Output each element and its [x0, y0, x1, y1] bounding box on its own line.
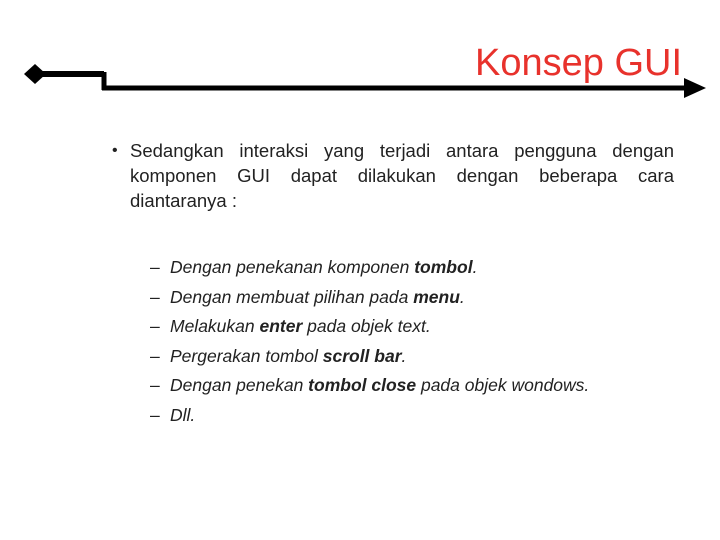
list-item [150, 283, 670, 313]
list-item [150, 253, 670, 283]
dash-icon: – [150, 316, 160, 336]
dash-icon: – [150, 375, 160, 395]
main-content [112, 138, 674, 213]
item-bold: enter [259, 316, 303, 336]
dash-icon: – [150, 286, 160, 307]
dash-icon: – [150, 404, 160, 425]
slide-title: Konsep GUI [475, 42, 682, 84]
dash-icon: – [150, 257, 160, 277]
item-text-end: pada objek wondows. [416, 375, 590, 395]
item-text: Dengan membuat pilihan pada [170, 286, 414, 307]
rule-arrow-icon [684, 78, 706, 98]
item-text-end: . [459, 286, 465, 307]
interaction-list [150, 253, 670, 430]
item-text-end: . [472, 257, 478, 277]
item-bold: tombol close [308, 375, 417, 395]
item-bold: tombol [414, 257, 473, 277]
intro-text: Sedangkan interaksi yang terjadi antara pengguna dengan komponen GUI dapat dilakukan dengan beberapa cara diantaranya : [130, 140, 674, 211]
list-item [150, 342, 670, 372]
dash-icon: – [150, 345, 160, 366]
bullet-icon: • [112, 142, 118, 159]
item-text: Dengan penekanan komponen [170, 257, 415, 277]
item-text-end: . [401, 345, 407, 366]
intro-paragraph [112, 138, 674, 213]
item-text: Dll. [170, 404, 196, 425]
list-item [150, 401, 670, 431]
item-bold: scroll bar [322, 345, 402, 366]
list-item [150, 371, 670, 401]
item-text: Dengan penekan [170, 375, 309, 395]
item-text: Pergerakan tombol [170, 345, 323, 366]
item-text: Melakukan [170, 316, 260, 336]
item-text-end: pada objek text. [302, 316, 431, 336]
list-item [150, 312, 670, 342]
item-bold: menu [413, 286, 460, 307]
